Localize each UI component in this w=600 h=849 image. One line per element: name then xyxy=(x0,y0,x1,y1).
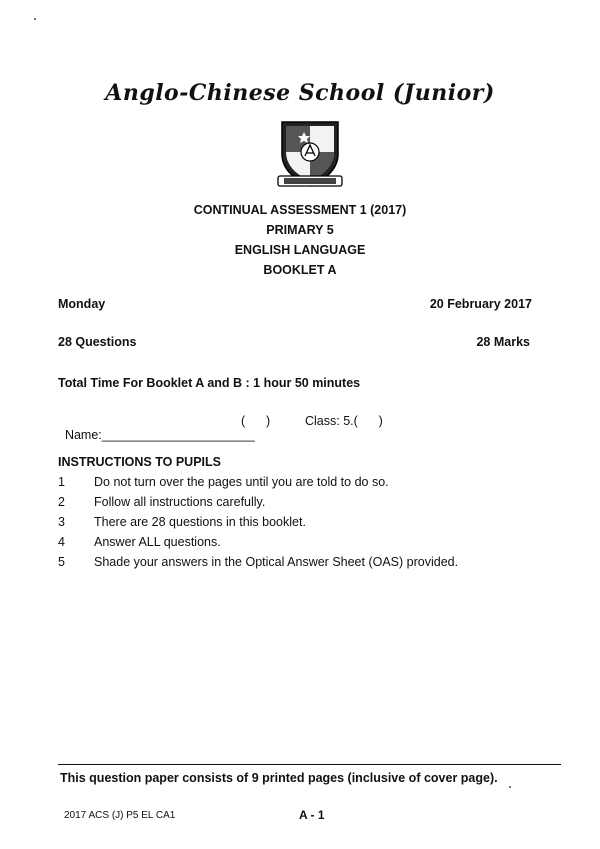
scan-speck xyxy=(34,18,36,20)
assessment-subject: ENGLISH LANGUAGE xyxy=(234,243,366,257)
instruction-text: There are 28 questions in this booklet. xyxy=(94,515,306,529)
school-name: Anglo-Chinese School (Junior) xyxy=(105,80,495,106)
name-label: Name: xyxy=(64,428,102,442)
assessment-level: PRIMARY 5 xyxy=(266,223,334,237)
name-row xyxy=(58,414,255,442)
total-marks: 28 Marks xyxy=(476,335,530,349)
instruction-number: 4 xyxy=(58,535,65,549)
page-number: A - 1 xyxy=(299,808,325,822)
instructions-heading: INSTRUCTIONS TO PUPILS xyxy=(58,455,221,469)
instruction-text: Answer ALL questions. xyxy=(94,535,221,549)
index-number-field[interactable]: ( ) xyxy=(241,414,271,428)
total-time: Total Time For Booklet A and B : 1 hour 50 minutes xyxy=(58,376,361,390)
instruction-number: 1 xyxy=(58,475,65,489)
name-field[interactable]: ______________________ xyxy=(101,428,255,442)
instruction-number: 5 xyxy=(58,555,65,569)
instruction-text: Shade your answers in the Optical Answer Sheet (OAS) provided. xyxy=(94,555,459,569)
class-field[interactable]: Class: 5.( ) xyxy=(305,414,383,428)
scan-speck xyxy=(509,786,511,788)
exam-day: Monday xyxy=(58,297,106,311)
instruction-text: Follow all instructions carefully. xyxy=(94,495,266,509)
school-crest-icon xyxy=(270,116,350,192)
exam-date: 20 February 2017 xyxy=(429,297,532,311)
instruction-number: 3 xyxy=(58,515,65,529)
assessment-booklet: BOOKLET A xyxy=(263,263,337,277)
question-count: 28 Questions xyxy=(58,335,137,349)
instruction-text: Do not turn over the pages until you are told to do so. xyxy=(94,475,389,489)
assessment-title: CONTINUAL ASSESSMENT 1 (2017) xyxy=(193,203,407,217)
pages-note: This question paper consists of 9 printed pages (inclusive of cover page). xyxy=(60,771,498,785)
paper-code: 2017 ACS (J) P5 EL CA1 xyxy=(64,810,176,821)
instruction-number: 2 xyxy=(58,495,65,509)
footer-divider xyxy=(58,764,561,765)
